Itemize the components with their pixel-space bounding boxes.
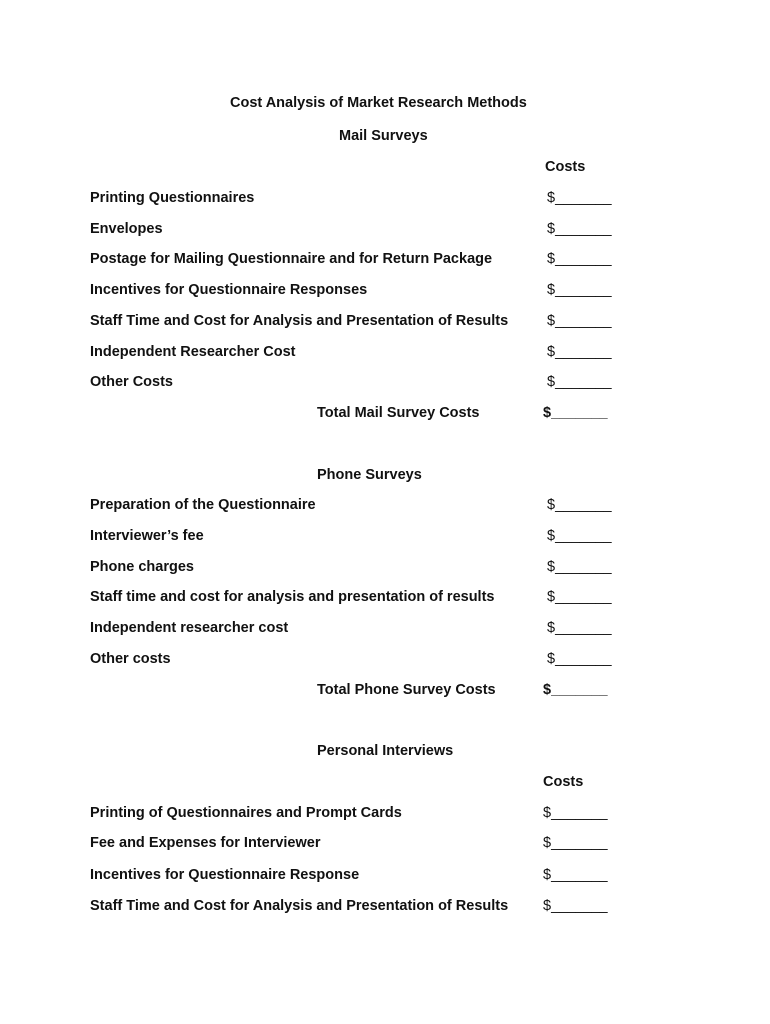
personal-costs-header: Costs bbox=[543, 774, 584, 790]
row-label: Incentives for Questionnaire Response bbox=[90, 867, 360, 883]
row-label: Postage for Mailing Questionnaire and for Return Package bbox=[90, 251, 493, 267]
document-title: Cost Analysis of Market Research Methods bbox=[230, 95, 527, 111]
cost-blank: $_______ bbox=[547, 589, 612, 605]
row-label: Fee and Expenses for Interviewer bbox=[90, 835, 321, 851]
cost-blank: $_______ bbox=[547, 282, 612, 298]
mail-total-cost: $_______ bbox=[543, 405, 608, 421]
mail-costs-header: Costs bbox=[545, 159, 586, 175]
cost-blank: $_______ bbox=[547, 344, 612, 360]
personal-interviews-heading: Personal Interviews bbox=[317, 743, 454, 759]
row-label: Envelopes bbox=[90, 221, 163, 237]
mail-surveys-heading: Mail Surveys bbox=[339, 128, 428, 144]
mail-total-label: Total Mail Survey Costs bbox=[317, 405, 480, 421]
row-label: Printing of Questionnaires and Prompt Cards bbox=[90, 805, 402, 821]
row-label: Staff Time and Cost for Analysis and Presentation of Results bbox=[90, 313, 509, 329]
row-label: Staff time and cost for analysis and presentation of results bbox=[90, 589, 495, 605]
cost-blank: $_______ bbox=[547, 374, 612, 390]
phone-total-cost: $_______ bbox=[543, 682, 608, 698]
phone-total-label: Total Phone Survey Costs bbox=[317, 682, 496, 698]
cost-blank: $_______ bbox=[547, 221, 612, 237]
cost-blank: $_______ bbox=[547, 528, 612, 544]
cost-blank: $_______ bbox=[543, 805, 608, 821]
cost-blank: $_______ bbox=[547, 313, 612, 329]
cost-blank: $_______ bbox=[547, 190, 612, 206]
cost-blank: $_______ bbox=[543, 835, 608, 851]
row-label: Staff Time and Cost for Analysis and Presentation of Results bbox=[90, 898, 509, 914]
phone-surveys-heading: Phone Surveys bbox=[317, 467, 422, 483]
cost-blank: $_______ bbox=[547, 251, 612, 267]
row-label: Other costs bbox=[90, 651, 171, 667]
cost-blank: $_______ bbox=[547, 651, 612, 667]
row-label: Independent researcher cost bbox=[90, 620, 289, 636]
cost-blank: $_______ bbox=[547, 559, 612, 575]
row-label: Printing Questionnaires bbox=[90, 190, 255, 206]
cost-blank: $_______ bbox=[543, 867, 608, 883]
row-label: Independent Researcher Cost bbox=[90, 344, 296, 360]
cost-blank: $_______ bbox=[547, 620, 612, 636]
row-label: Other Costs bbox=[90, 374, 173, 390]
cost-blank: $_______ bbox=[547, 497, 612, 513]
row-label: Interviewer’s fee bbox=[90, 528, 204, 544]
cost-blank: $_______ bbox=[543, 898, 608, 914]
row-label: Preparation of the Questionnaire bbox=[90, 497, 316, 513]
row-label: Phone charges bbox=[90, 559, 194, 575]
row-label: Incentives for Questionnaire Responses bbox=[90, 282, 368, 298]
